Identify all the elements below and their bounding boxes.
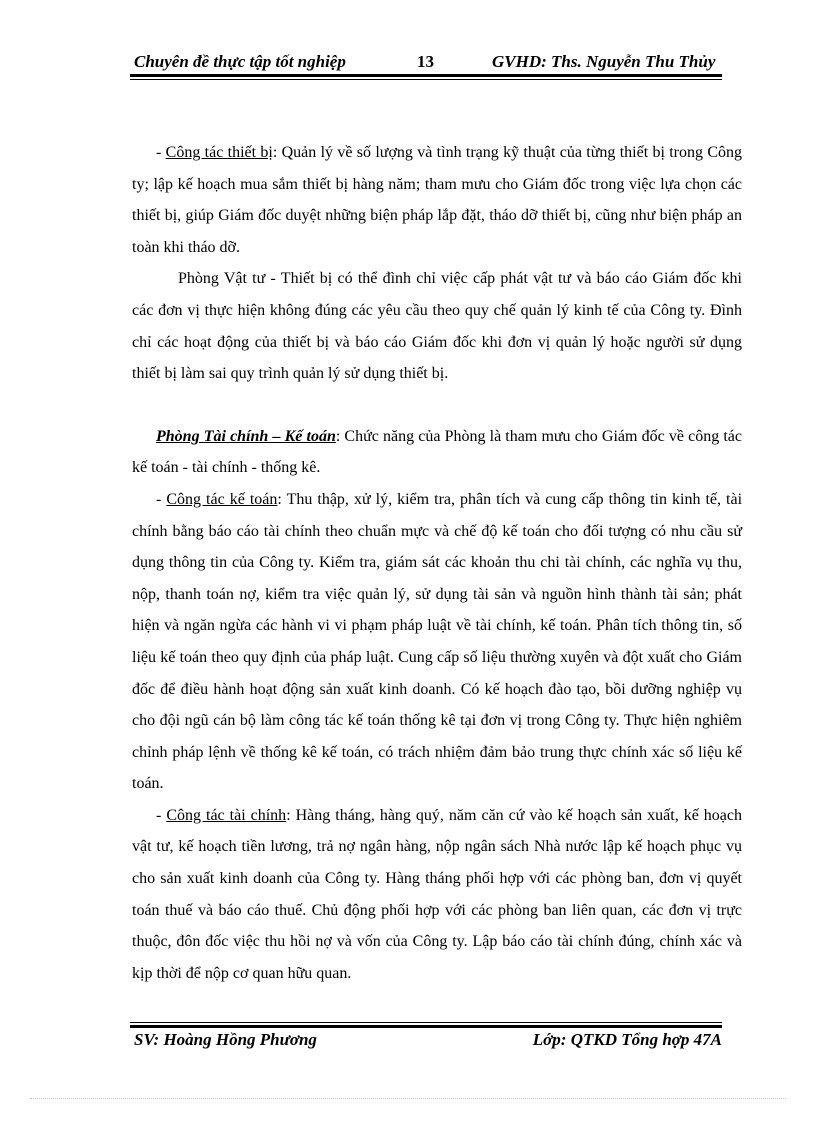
document-body	[132, 137, 742, 989]
paragraph-suspension	[132, 263, 742, 389]
term-accounting: Công tác kế toán	[166, 490, 278, 508]
class-name: Lớp: QTKD Tổng hợp 47A	[532, 1030, 722, 1049]
page-edge-dotted	[30, 1098, 786, 1099]
footer-rule-thin	[130, 1022, 722, 1023]
header-rule-thin	[130, 79, 722, 80]
paragraph-accounting: - Công tác kế toán: Thu thập, xử lý, kiểm tra, phân tích và cung cấp thông tin kinh tế, tài chính bằng báo cáo tài chính theo chuẩn mực và chế độ kế toán cho đối tượng có nhu cầu sử dụng thông tin của Công ty. Kiểm tra, giám sát các khoản thu chi tài chính, các nghĩa vụ thu, nộp, thanh toán nợ, kiểm tra việc quản lý, sử dụng tài sản và nguồn hình thành tài sản; phát hiện và ngăn ngừa các hành vi vi phạm pháp luật về tài chính, kế toán. Phân tích thông tin, số liệu kế toán theo quy định của pháp luật. Cung cấp số liệu thường xuyên và đột xuất cho Giám đốc để điều hành hoạt động sản xuất kinh doanh. Có kế hoạch đào tạo, bồi dưỡng nghiệp vụ cho đội ngũ cán bộ làm công tác kế toán thống kê tại đơn vị trong Công ty. Thực hiện nghiêm chỉnh pháp lệnh về thống kê kế toán, có trách nhiệm đảm bảo trung thực chính xác số liệu kế toán.	[132, 490, 743, 793]
paragraph-gap	[132, 390, 742, 421]
page-number: 13	[417, 52, 434, 71]
term-finance: Công tác tài chính	[166, 806, 287, 824]
student-name: SV: Hoàng Hồng Phương	[134, 1030, 317, 1049]
advisor-name: GVHD: Ths. Nguyễn Thu Thủy	[492, 52, 716, 71]
document-title: Chuyên đề thực tập tốt nghiệp	[134, 52, 346, 71]
finance-dept-heading: Phòng Tài chính – Kế toán	[156, 427, 336, 445]
page-header	[130, 48, 722, 74]
paragraph-finance: - Công tác tài chính: Hàng tháng, hàng quý, năm căn cứ vào kế hoạch sản xuất, kế hoạch vật tư, kế hoạch tiền lương, trả nợ ngân hàng, nộp ngân sách Nhà nước lập kế hoạch phục vụ cho sản xuất kinh doanh của Công ty. Hàng tháng phối hợp với các phòng ban, đơn vị quyết toán thuế và báo cáo thuế. Chủ động phối hợp với các phòng ban liên quan, các đơn vị trực thuộc, đôn đốc việc thu hồi nợ và vốn của Công ty. Lập báo cáo tài chính đúng, chính xác và kịp thời để nộp cơ quan hữu quan.	[132, 806, 743, 982]
equipment-text: : Quản lý về số lượng và tình trạng kỹ thuật của từng thiết bị trong Công ty; lập kế hoạch mua sắm thiết bị hàng năm; tham mưu cho Giám đốc trong việc lựa chọn các thiết bị, giúp Giám đốc duyệt những biện pháp lắp đặt, tháo dỡ thiết bị, cũng như biện pháp an toàn khi tháo dỡ.	[132, 144, 743, 256]
finance-dept-text: : Chức năng của Phòng là tham mưu cho Giám đốc về công tác kế toán - tài chính - thống kê.	[132, 427, 742, 477]
paragraph-finance-dept	[132, 421, 742, 484]
header-rule-thick	[130, 74, 722, 77]
footer-rule-thick	[130, 1025, 722, 1028]
finance-text: : Hàng tháng, hàng quý, năm căn cứ vào kế hoạch sản xuất, kế hoạch vật tư, kế hoạch tiền lương, trả nợ ngân hàng, nộp ngân sách Nhà nước lập kế hoạch phục vụ cho sản xuất kinh doanh của Công ty. Hàng tháng phối hợp với các phòng ban, đơn vị quyết toán thuế và báo cáo thuế. Chủ động phối hợp với các phòng ban liên quan, các đơn vị trực thuộc, đôn đốc việc thu hồi nợ và vốn của Công ty. Lập báo cáo tài chính đúng, chính xác và kịp thời để nộp cơ quan hữu quan.	[132, 806, 743, 982]
paragraph-equipment: - Công tác thiết bị: Quản lý về số lượng và tình trạng kỹ thuật của từng thiết bị trong Công ty; lập kế hoạch mua sắm thiết bị hàng năm; tham mưu cho Giám đốc trong việc lựa chọn các thiết bị, giúp Giám đốc duyệt những biện pháp lắp đặt, tháo dỡ thiết bị, cũng như biện pháp an toàn khi tháo dỡ.	[132, 144, 743, 256]
accounting-text: : Thu thập, xử lý, kiểm tra, phân tích và cung cấp thông tin kinh tế, tài chính bằng báo cáo tài chính theo chuẩn mực và chế độ kế toán cho đối tượng có nhu cầu sử dụng thông tin của Công ty. Kiểm tra, giám sát các khoản thu chi tài chính, các nghĩa vụ thu, nộp, thanh toán nợ, kiểm tra việc quản lý, sử dụng tài sản và nguồn hình thành tài sản; phát hiện và ngăn ngừa các hành vi vi phạm pháp luật về tài chính, kế toán. Phân tích thông tin, số liệu kế toán theo quy định của pháp luật. Cung cấp số liệu thường xuyên và đột xuất cho Giám đốc để điều hành hoạt động sản xuất kinh doanh. Có kế hoạch đào tạo, bồi dưỡng nghiệp vụ cho đội ngũ cán bộ làm công tác kế toán thống kê tại đơn vị trong Công ty. Thực hiện nghiêm chỉnh pháp lệnh về thống kê kế toán, có trách nhiệm đảm bảo trung thực chính xác số liệu kế toán.	[132, 490, 743, 793]
suspension-text: Phòng Vật tư - Thiết bị có thể đình chỉ việc cấp phát vật tư và báo cáo Giám đốc khi các đơn vị thực hiện không đúng các yêu cầu theo quy chế quản lý kinh tế của Công ty. Đình chỉ các hoạt động của thiết bị và báo cáo Giám đốc khi đơn vị quản lý hoặc người sử dụng thiết bị làm sai quy trình quản lý sử dụng thiết bị.	[132, 270, 742, 383]
page-footer	[130, 1030, 722, 1056]
term-equipment: Công tác thiết bị	[165, 144, 273, 161]
